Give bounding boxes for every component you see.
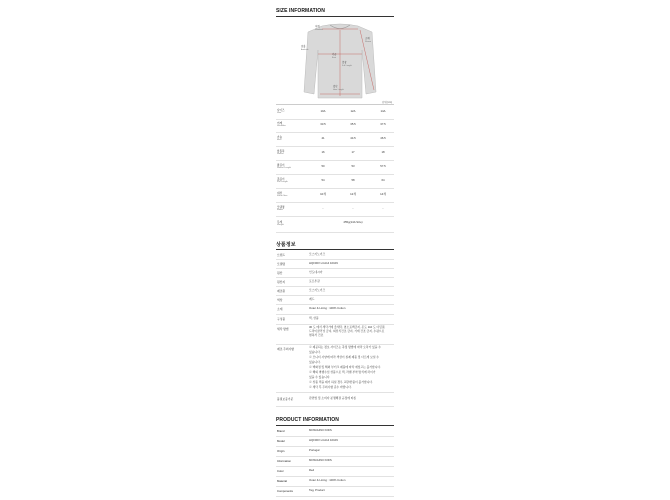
size-row: [276, 146, 394, 161]
product-detail-sheet: [270, 0, 400, 500]
size-cell: 10세: [320, 192, 326, 196]
size-cell: 54: [321, 178, 325, 182]
product-value: MOSCHINO KIDS: [309, 458, 332, 462]
size-row-label: 가슴 Bust: [277, 136, 283, 141]
size-cell: 44.5: [350, 136, 356, 140]
info-label: 소재: [277, 307, 283, 311]
product-value: Red: [309, 468, 315, 472]
size-weight-row: [276, 216, 394, 233]
product-value: MOSCHINO KIDS: [309, 428, 332, 432]
notice-line: ※ 제공되는 정보 사이즈는 측정 방법에 따라 오차가 있을 수: [309, 345, 381, 349]
size-cell: 33.5: [320, 122, 326, 126]
care-row: [276, 324, 394, 345]
product-row: [276, 486, 394, 497]
notice-line: ※ 세탁 후 주의사항 준수 바랍니다.: [309, 385, 352, 389]
size-cell: 57.5: [380, 164, 386, 168]
diagram-hem-label: 밑단 Hem Length: [333, 85, 344, 91]
diagram-shoulder-label: 어깨 Shoulder: [315, 25, 324, 31]
product-value: Portugal: [309, 448, 320, 452]
care-line: 펼쳐서 건조: [309, 333, 324, 337]
product-label: Material: [277, 479, 287, 483]
info-value: HQF00V LCA14 10109: [309, 261, 338, 265]
size-cell: 41: [321, 136, 325, 140]
notice-line: ※ 상품 택을 제거 하실 경우 교환/반품이 불가합니다.: [309, 380, 373, 384]
size-row: [276, 118, 394, 133]
size-unit-note: 단위:(cm): [382, 101, 393, 104]
size-header-label: 사이즈 Size: [277, 109, 285, 114]
info-label: 구성품: [277, 317, 286, 321]
info-label: 원산: [277, 271, 283, 275]
product-label: Origin: [277, 449, 285, 453]
size-row-label: 어깨 Shoulder: [277, 122, 286, 127]
weight-value: 255g(14A Size): [343, 220, 363, 224]
notice-line: 있습니다.: [309, 360, 321, 364]
size-cell: -: [382, 206, 384, 210]
info-label: 품질보증기준: [277, 397, 294, 401]
size-cell: 64: [381, 178, 385, 182]
info-label: 원산지: [277, 280, 286, 284]
size-cell: 14세: [380, 192, 386, 196]
care-line: 드라이클리닝 금지, 회전식건조 금지, 기계 건조 금지, 수평으로: [309, 329, 385, 333]
product-label: Brand: [277, 429, 285, 433]
size-row-label: 팔길이 Sleeve Length: [277, 164, 291, 169]
size-col-3: 14A: [380, 109, 386, 113]
size-col-2: 12A: [350, 109, 356, 113]
info-value: 택, 상품: [309, 316, 319, 320]
size-row: [276, 160, 394, 175]
diagram-chest-label: 가슴 Bust: [332, 53, 337, 59]
size-cell: -: [322, 206, 324, 210]
info-title: 상품정보: [276, 242, 296, 248]
diagram-length-label: 총장 Full Length: [342, 61, 352, 67]
size-cell: 37.5: [380, 122, 386, 126]
size-cell: 12세: [350, 192, 356, 196]
product-label: Information: [277, 459, 291, 463]
info-label: 제조원: [277, 289, 286, 293]
quality-row: [276, 392, 394, 407]
size-cell: 16: [321, 150, 325, 154]
care-line: 30 도 에서 세탁기에 울세탁, 염소표백금지, 온도 110 도 다림질,: [309, 325, 386, 329]
section-divider: [276, 16, 394, 17]
info-label: 브랜드: [277, 253, 286, 257]
info-value: 관련법 및 소비자 분쟁해결 규정에 따름: [309, 396, 357, 400]
size-row-label: 대상 Kenai Size: [277, 192, 288, 197]
size-cell: 50: [321, 164, 325, 168]
notice-line: ※ 백화점 및 해외 부티크 제품에 따라 재입고는 불가합니다.: [309, 365, 381, 369]
notice-line: 있습니다.: [309, 350, 321, 354]
product-value: Outer & Lining : 100% Cotton: [309, 478, 346, 482]
size-cell: 35.5: [350, 122, 356, 126]
info-label: 제조 주의사항: [277, 347, 294, 351]
notice-line: 있을 수 있습니다.: [309, 375, 331, 379]
size-col-1: 10A: [320, 109, 326, 113]
product-label: Color: [277, 469, 284, 473]
info-value: 포르투갈: [309, 279, 320, 283]
size-row: [276, 188, 394, 203]
info-value: Outer & Lining : 100% Cotton: [309, 306, 346, 310]
size-row: [276, 132, 394, 147]
info-value: 모스키노키즈: [309, 252, 326, 256]
product-label: Model: [277, 439, 285, 443]
size-cell: 46.5: [380, 136, 386, 140]
diagram-sleeve-label: 소매 Sleeve: [365, 37, 372, 43]
diagram-armhole-label: 암홀 Armhole: [301, 45, 309, 51]
size-cell: 58: [351, 178, 355, 182]
notice-row: [276, 344, 394, 393]
size-cell: -: [352, 206, 354, 210]
product-info-title: PRODUCT INFORMATION: [276, 417, 339, 423]
product-label: Components: [277, 489, 293, 493]
info-value: 인도네시아: [309, 270, 323, 274]
info-value: 모스키노키즈: [309, 288, 326, 292]
size-cell: 18: [381, 150, 385, 154]
info-label: 세탁 방법: [277, 327, 289, 331]
info-label: 색상: [277, 298, 283, 302]
size-info-title: SIZE INFORMATION: [276, 8, 326, 14]
product-value: Tag, Product: [309, 488, 325, 492]
size-row-label: 모델명 Model: [277, 206, 285, 211]
notice-line: ※ 해외 병행수입 상품으로 택, 라벨 부착 방식에 차이가: [309, 370, 376, 374]
size-row-label: 암홀폭 Sleeve: [277, 150, 285, 155]
size-cell: 17: [351, 150, 355, 154]
size-cell: 53: [351, 164, 355, 168]
size-row-label: 무게 Weight: [277, 221, 284, 226]
size-row-label: 총길이 Full Length: [277, 178, 288, 183]
notice-line: ※ 모니터 사양에 따라 색상이 실제 제품 및 다르게 보일 수: [309, 355, 380, 359]
size-row: [276, 202, 394, 217]
info-value: 레드: [309, 297, 315, 301]
product-value: HQF00V LCA14 10109: [309, 438, 338, 442]
size-row: [276, 174, 394, 189]
info-label: 모델명: [277, 262, 286, 266]
